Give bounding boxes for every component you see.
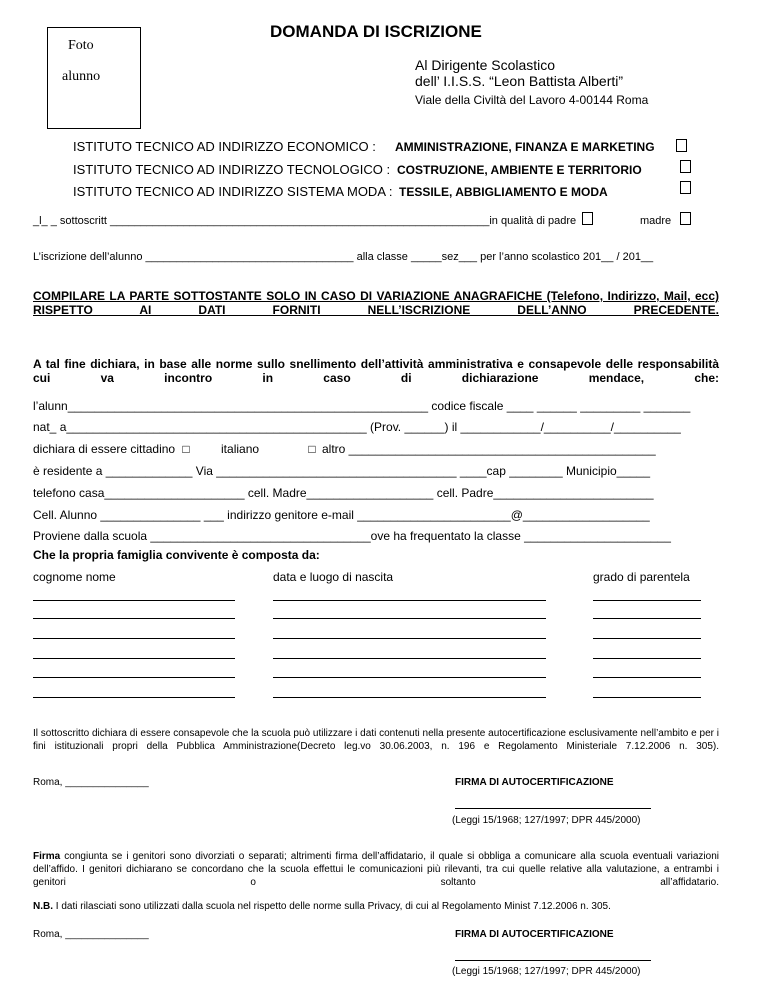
mother-checkbox[interactable] — [680, 212, 691, 225]
family-relation-line[interactable] — [593, 600, 701, 601]
family-name-line[interactable] — [33, 658, 235, 659]
family-relation-line[interactable] — [593, 638, 701, 639]
family-heading: Che la propria famiglia convivente è composta da: — [33, 548, 320, 562]
family-name-line[interactable] — [33, 600, 235, 601]
institute-course-2: COSTRUZIONE, AMBIENTE E TERRITORIO — [397, 163, 642, 177]
family-birth-line[interactable] — [273, 600, 546, 601]
field-mobile-email: Cell. Alunno _______________ ___ indirizzo genitore e-mail _______________________@___________________ — [33, 508, 650, 522]
institute-course-3: TESSILE, ABBIGLIAMENTO E MODA — [399, 185, 608, 199]
family-relation-line[interactable] — [593, 697, 701, 698]
institute-course-1: AMMINISTRAZIONE, FINANZA E MARKETING — [395, 140, 655, 154]
mother-option — [640, 212, 691, 227]
family-name-line[interactable] — [33, 677, 235, 678]
field-previous-school: Proviene dalla scuola _________________________________ove ha frequentato la classe ______________________ — [33, 529, 671, 543]
field-student: l’alunn______________________________________________________ codice fiscale ____ ______ _________ _______ — [33, 399, 691, 413]
firma-note — [33, 850, 719, 902]
family-relation-line[interactable] — [593, 658, 701, 659]
citizen-other-label: altro ______________________________________________ — [321, 442, 656, 456]
citizen-italian-checkbox[interactable]: □ — [182, 442, 190, 456]
firma-note-text: congiunta se i genitori sono divorziati o separati; altrimenti firma dell’affidatario, il quale si obbliga a comunicare alla scuola eventuali variazioni dell’affido. I genitori dichiarano se concordano che la scuola effettui le comunicazioni più rilevanti, tra cui quelle relative alla valutazione, a entrambi i genitori o soltanto all’affidatario. — [33, 851, 719, 888]
nb-note — [33, 901, 611, 912]
sign-label-2: FIRMA DI AUTOCERTIFICAZIONE — [455, 929, 614, 940]
field-phone: telefono casa_____________________ cell. Madre___________________ cell. Padre________________________ — [33, 486, 654, 500]
declaration-text: A tal fine dichiara, in base alle norme sullo snellimento dell’attività amministrativa e consapevole delle responsabilità cui va incontro in caso di dichiarazione mendace, che: — [33, 357, 719, 385]
field-residence: è residente a _____________ Via ____________________________________ ____cap ________ Municipio_____ — [33, 464, 651, 478]
sign-place-1: Roma, _______________ — [33, 777, 149, 788]
family-birth-line[interactable] — [273, 618, 546, 619]
enrollment-line: L’iscrizione dell’alunno __________________________________ alla classe _____sez___ per l’anno scolastico 201__ / 201__ — [33, 251, 654, 263]
family-col-name: cognome nome — [33, 570, 116, 584]
recipient-line-1: Al Dirigente Scolastico — [415, 57, 556, 73]
family-relation-line[interactable] — [593, 677, 701, 678]
institute-checkbox-1[interactable] — [676, 139, 687, 152]
nb-note-bold: N.B. — [33, 901, 53, 912]
institute-label-3: ISTITUTO TECNICO AD INDIRIZZO SISTEMA MODA : — [73, 184, 393, 199]
photo-label-2: alunno — [62, 69, 101, 84]
sign-place-2: Roma, _______________ — [33, 929, 149, 940]
mother-label: madre — [640, 215, 672, 227]
family-name-line[interactable] — [33, 697, 235, 698]
institute-checkbox-2[interactable] — [680, 160, 691, 173]
signer-text: _l_ _ sottoscritt ______________________________________________________________in qualità di padre — [33, 215, 577, 227]
family-name-line[interactable] — [33, 618, 235, 619]
recipient-line-3: Viale della Civiltà del Lavoro 4-00144 Roma — [415, 93, 649, 107]
family-name-line[interactable] — [33, 638, 235, 639]
sign-laws-2: (Leggi 15/1968; 127/1997; DPR 445/2000) — [452, 966, 641, 977]
citizen-italian-label: italiano — [221, 442, 260, 456]
sign-label-1: FIRMA DI AUTOCERTIFICAZIONE — [455, 777, 614, 788]
father-checkbox[interactable] — [582, 212, 593, 225]
field-citizenship — [33, 442, 656, 456]
document-title: DOMANDA DI ISCRIZIONE — [270, 22, 482, 41]
citizen-other-checkbox[interactable]: □ — [308, 442, 316, 456]
family-col-relation: grado di parentela — [593, 570, 690, 584]
family-relation-line[interactable] — [593, 618, 701, 619]
sign-laws-1: (Leggi 15/1968; 127/1997; DPR 445/2000) — [452, 815, 641, 826]
nb-note-text: I dati rilasciati sono utilizzati dalla scuola nel rispetto delle norme sulla Privacy, di cui al Regolamento Minist 7.12.2006 n. 305. — [53, 901, 611, 912]
family-birth-line[interactable] — [273, 638, 546, 639]
recipient-line-2: dell’ I.I.S.S. “Leon Battista Alberti” — [415, 73, 624, 89]
photo-label-1: Foto — [68, 38, 94, 53]
institute-label-1: ISTITUTO TECNICO AD INDIRIZZO ECONOMICO : — [73, 139, 376, 154]
institute-checkbox-3[interactable] — [680, 181, 691, 194]
family-birth-line[interactable] — [273, 658, 546, 659]
family-birth-line[interactable] — [273, 677, 546, 678]
firma-note-bold: Firma — [33, 851, 61, 862]
signature-line-1[interactable] — [455, 808, 651, 809]
photo-box — [47, 27, 141, 129]
variation-notice: COMPILARE LA PARTE SOTTOSTANTE SOLO IN CASO DI VARIAZIONE ANAGRAFICHE (Telefono, Indirizzo, Mail, ecc) RISPETTO AI DATI FORNITI NELL’ISCRIZIONE DELL’ANNO PRECEDENTE. — [33, 289, 719, 317]
institute-label-2: ISTITUTO TECNICO AD INDIRIZZO TECNOLOGICO : — [73, 162, 391, 177]
field-birth: nat_ a_____________________________________________ (Prov. ______) il ____________/__________/__________ — [33, 420, 681, 434]
family-birth-line[interactable] — [273, 697, 546, 698]
citizen-prefix: dichiara di essere cittadino — [33, 442, 176, 456]
consent-text: Il sottoscritto dichiara di essere consapevole che la scuola può utilizzare i dati contenuti nella presente autocertificazione esclusivamente nell’ambito e per i fini istituzionali propri della Pubblica Amministrazione(Decreto leg.vo 30.06.2003, n. 196 e Regolamento Ministeriale 7.12.2006 n. 305). — [33, 728, 719, 752]
signature-line-2[interactable] — [455, 960, 651, 961]
family-col-birth: data e luogo di nascita — [273, 570, 394, 584]
signer-line — [33, 212, 593, 227]
